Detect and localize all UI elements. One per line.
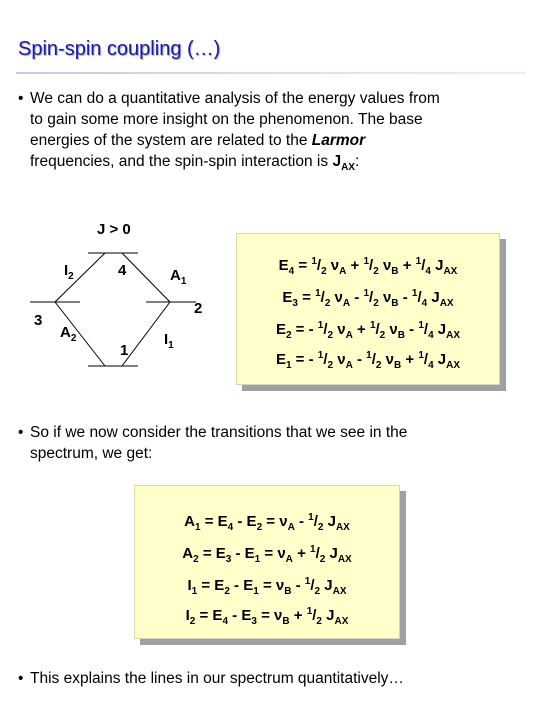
bullet-transitions	[18, 422, 518, 464]
label-i1: $I_1$	[164, 331, 174, 351]
label-level-1: 1	[120, 342, 129, 359]
intro-line-3: energies of the system are related to the	[30, 132, 312, 149]
bullet-intro: • We can do a quantitative analysis of the energy values from to gain some more insight on the phenomenon. The base energies of the system are related to the Larmor frequencies, and the spin-spin interaction is $J_{AX}$:	[18, 90, 440, 174]
transitions-line-1: So if we now consider the transitions that we see in the	[30, 424, 408, 441]
bullet-dot: •	[18, 670, 24, 687]
label-a1: $A_1$	[170, 267, 187, 287]
slide-title: Spin-spin coupling (…)	[18, 38, 221, 60]
equation-a1: $A_1 = E_4 - E_2 = \nu_A - ^1/_2$ $J_{AX}$	[184, 512, 350, 533]
transitions-line-2: spectrum, we get:	[30, 445, 153, 462]
title-underline	[16, 72, 526, 74]
larmor-term: Larmor	[311, 132, 366, 149]
equation-i2: $I_2 = E_4 - E_3 = \nu_B + ^1/_2$ $J_{AX}$	[185, 606, 349, 627]
jax-term: $J_{AX}$	[332, 153, 355, 174]
a1-transition	[122, 253, 170, 302]
label-level-2: 2	[194, 300, 203, 317]
bullet-dot: •	[18, 424, 24, 441]
intro-line-4: frequencies, and the spin-spin interaction is	[30, 153, 333, 170]
energy-equations-box	[236, 233, 500, 385]
equation-e2: $E_2$ = - $^1/_2$ $\nu_A + ^1/_2$ $\nu_B - ^1/_4$ $J_{AX}$	[275, 320, 461, 341]
energy-level-diagram	[20, 215, 220, 385]
equation-a2: $A_2 = E_3 - E_1 = \nu_A + ^1/_2$ $J_{AX}$	[182, 544, 352, 565]
label-level-3: 3	[34, 312, 43, 329]
conclusion-text: This explains the lines in our spectrum quantitatively…	[30, 670, 404, 687]
transition-equations-box	[134, 485, 400, 639]
equation-e3: $E_3 = ^1/_2$ $\nu_A - ^1/_2$ $\nu_B - ^1/_4$ $J_{AX}$	[282, 288, 454, 309]
equation-e1: $E_1$ = - $^1/_2$ $\nu_A - ^1/_2$ $\nu_B + ^1/_4$ $J_{AX}$	[275, 350, 461, 371]
label-a2: $A_2$	[60, 324, 77, 344]
bullet-dot: •	[18, 90, 24, 107]
equation-e4: $E_4 = ^1/_2$ $\nu_A + ^1/_2$ $\nu_B + ^1/_4$ $J_{AX}$	[278, 256, 458, 277]
diagram-lines	[20, 215, 220, 385]
i2-transition	[55, 253, 105, 302]
intro-line-1: We can do a quantitative analysis of the energy values from	[30, 90, 440, 107]
label-level-4: 4	[118, 262, 127, 279]
i1-transition	[122, 302, 170, 366]
bullet-conclusion	[18, 668, 518, 689]
intro-line-2: to gain some more insight on the phenomenon. The base	[30, 111, 423, 128]
label-i2: $I_2$	[64, 262, 74, 282]
condition-label: J > 0	[97, 221, 131, 238]
equation-i1: $I_1 = E_2 - E_1 = \nu_B - ^1/_2$ $J_{AX}$	[187, 576, 347, 597]
